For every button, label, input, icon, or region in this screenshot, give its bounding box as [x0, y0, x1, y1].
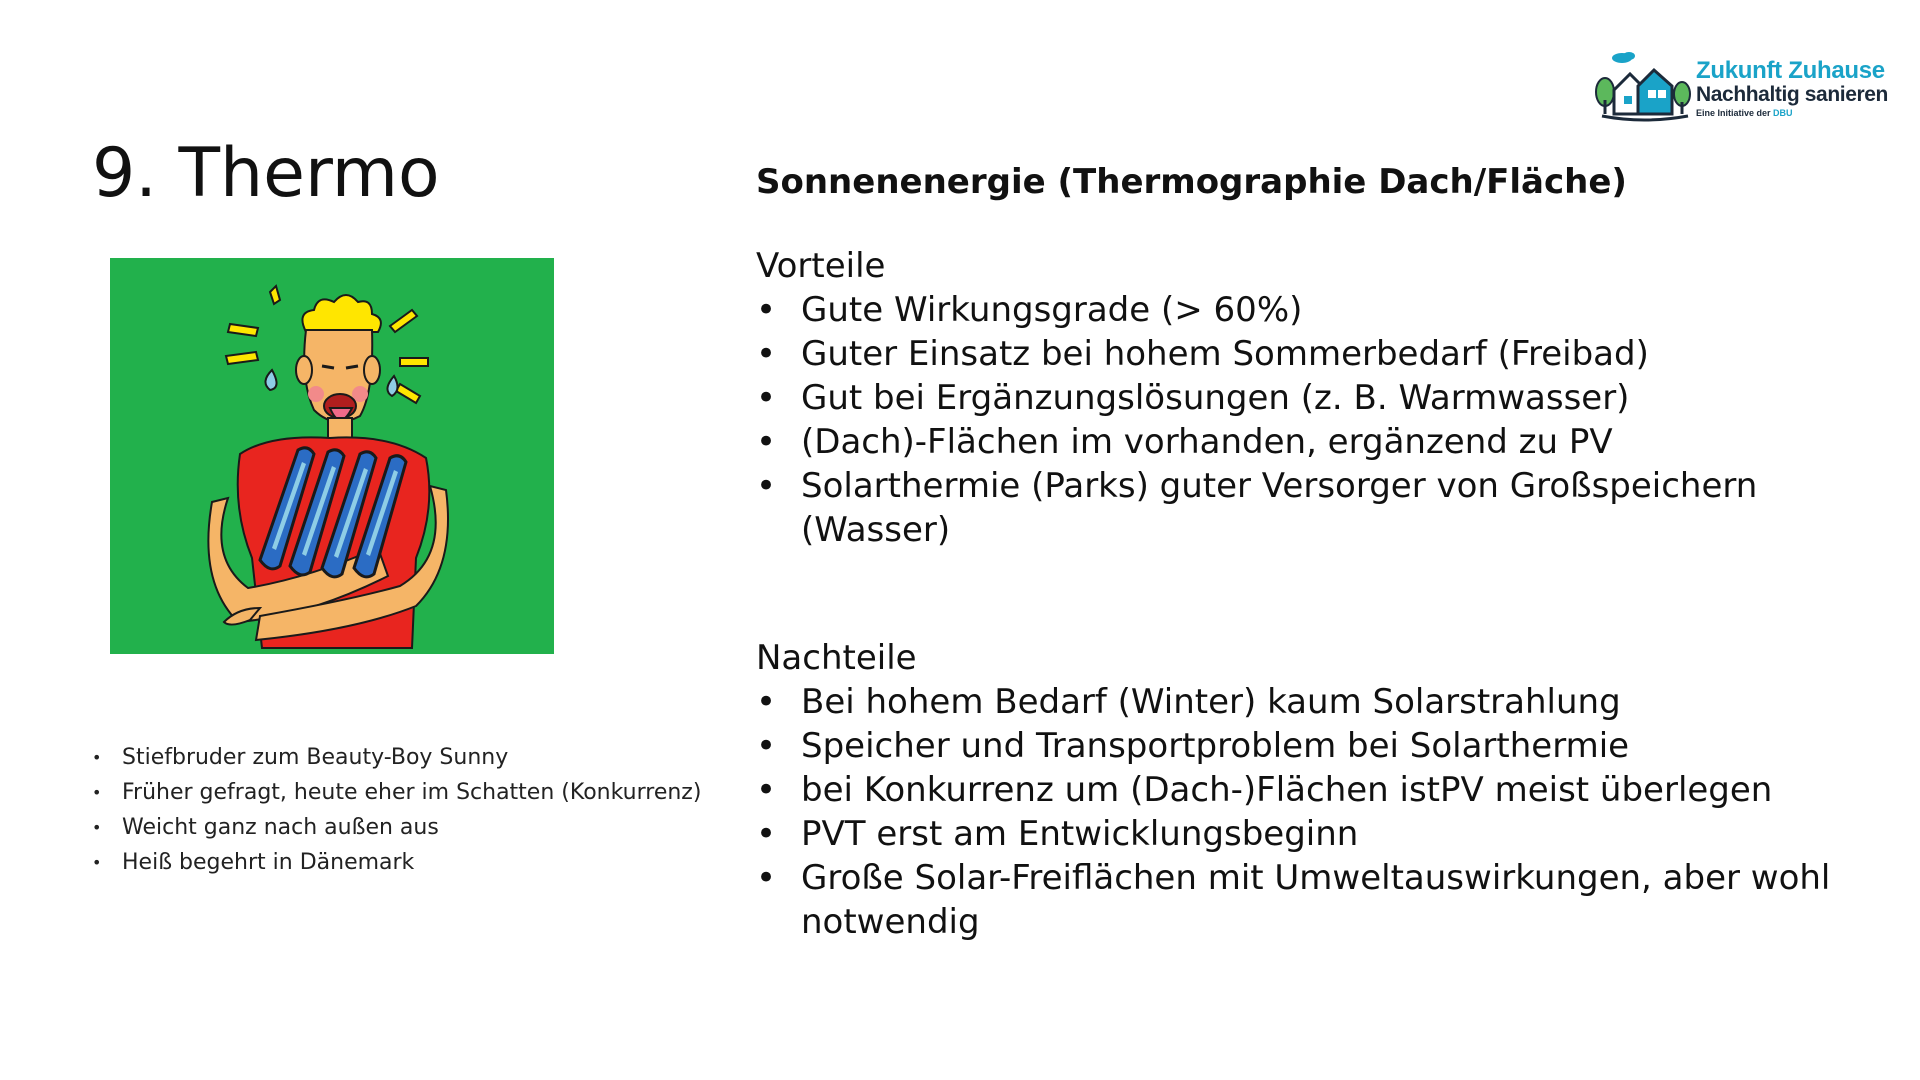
disadvantage-text: Bei hohem Bedarf (Winter) kaum Solarstrahlung — [801, 682, 1621, 722]
disadvantage-text: Große Solar-Freiflächen mit Umweltauswirkungen, aber wohl notwendig — [801, 858, 1831, 942]
disadvantage-text: PVT erst am Entwicklungsbeginn — [801, 814, 1359, 854]
bullet-icon: • — [92, 818, 102, 837]
note-text: Stiefbruder zum Beauty-Boy Sunny — [122, 745, 509, 770]
character-notes-list — [92, 740, 732, 880]
bullet-icon: • — [756, 858, 777, 898]
disadvantages-list — [756, 680, 1886, 944]
note-text: Früher gefragt, heute eher im Schatten (Konkurrenz) — [122, 780, 702, 805]
bullet-icon: • — [92, 748, 102, 767]
advantage-text: (Dach)-Flächen im vorhanden, ergänzend zu PV — [801, 422, 1613, 462]
logo-initiative — [1696, 108, 1793, 118]
disadvantage-text: bei Konkurrenz um (Dach-)Flächen istPV meist überlegen — [801, 770, 1773, 810]
bullet-icon: • — [756, 770, 777, 810]
disadvantage-text: Speicher und Transportproblem bei Solarthermie — [801, 726, 1630, 766]
list-item — [92, 810, 732, 845]
bullet-icon: • — [756, 290, 777, 330]
disadvantages-label: Nachteile — [756, 638, 917, 678]
content-panel — [756, 160, 1886, 944]
list-item — [756, 768, 1886, 812]
bullet-icon: • — [756, 682, 777, 722]
list-item — [756, 856, 1886, 944]
slide-title: 9. Thermo — [92, 134, 440, 213]
list-item — [756, 288, 1886, 332]
bullet-icon: • — [756, 422, 777, 462]
list-item — [756, 812, 1886, 856]
bullet-icon: • — [92, 853, 102, 872]
advantages-list — [756, 288, 1886, 552]
list-item — [92, 775, 732, 810]
section-heading: Sonnenenergie (Thermographie Dach/Fläche) — [756, 162, 1627, 202]
zukunft-zuhause-logo — [1594, 50, 1894, 126]
list-item — [756, 332, 1886, 376]
advantage-text: Gut bei Ergänzungslösungen (z. B. Warmwasser) — [801, 378, 1630, 418]
note-text: Weicht ganz nach außen aus — [122, 815, 439, 840]
list-item — [756, 724, 1886, 768]
houses-logo-icon — [1594, 50, 1694, 126]
advantage-text: Solarthermie (Parks) guter Versorger von Großspeichern (Wasser) — [801, 466, 1758, 550]
bullet-icon: • — [756, 378, 777, 418]
sweating-character-icon — [110, 258, 554, 654]
list-item — [756, 376, 1886, 420]
list-item — [756, 680, 1886, 724]
list-item — [92, 845, 732, 880]
advantages-label: Vorteile — [756, 246, 886, 286]
logo-subtitle: Nachhaltig sanieren — [1696, 83, 1888, 106]
list-item — [756, 420, 1886, 464]
bullet-icon: • — [756, 814, 777, 854]
advantage-text: Gute Wirkungsgrade (> 60%) — [801, 290, 1303, 330]
logo-title: Zukunft Zuhause — [1696, 57, 1885, 84]
bullet-icon: • — [92, 783, 102, 802]
logo-initiative-prefix: Eine Initiative der — [1696, 108, 1771, 118]
list-item — [756, 464, 1886, 552]
note-text: Heiß begehrt in Dänemark — [122, 850, 415, 875]
advantage-text: Guter Einsatz bei hohem Sommerbedarf (Freibad) — [801, 334, 1649, 374]
bullet-icon: • — [756, 726, 777, 766]
bullet-icon: • — [756, 334, 777, 374]
logo-initiative-org: DBU — [1773, 108, 1793, 118]
bullet-icon: • — [756, 466, 777, 506]
thermo-character-illustration — [110, 258, 554, 654]
list-item — [92, 740, 732, 775]
